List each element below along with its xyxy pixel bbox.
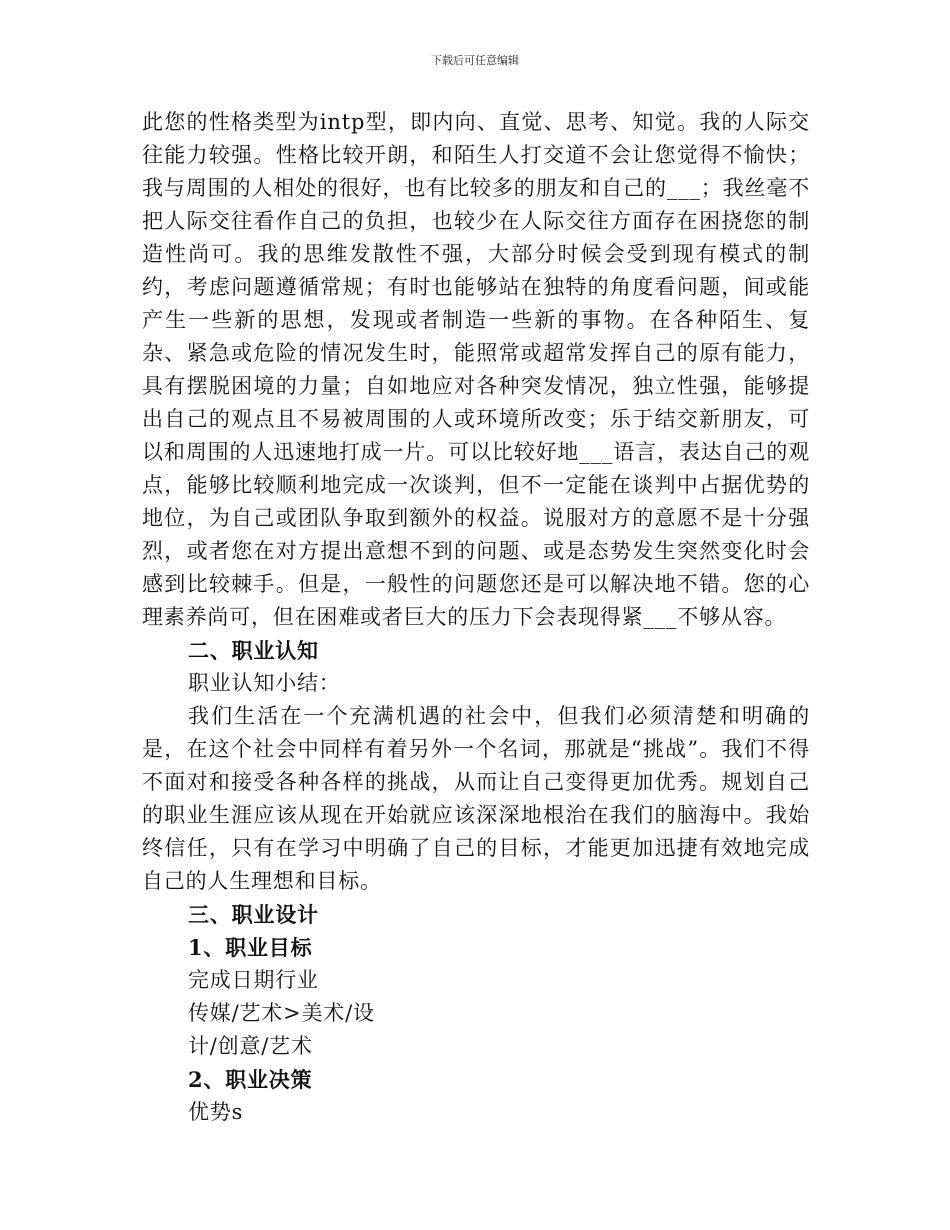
section-heading-career-design: 三、职业设计 (188, 902, 319, 927)
career-cognition-paragraph: 我们生活在一个充满机遇的社会中，但我们必须清楚和明确的是，在这个社会中同样有着另外一个名词，那就是“挑战”。我们不得不面对和接受各种各样的挑战，从而让自己变得更加优秀。规划自己的职业生涯应该从现在开始就应该深深地根治在我们的脑海中。我始终信任，只有在学习中明确了自己的目标，才能更加迅捷有效地完成自己的人生理想和目标。 (142, 704, 810, 893)
section-heading-career-cognition: 二、职业认知 (188, 638, 319, 663)
subheading-career-decision: 2、职业决策 (188, 1067, 313, 1092)
document-body (142, 106, 810, 1129)
career-cognition-summary-label: 职业认知小结： (188, 671, 341, 695)
personality-paragraph: 此您的性格类型为intp型，即内向、直觉、思考、知觉。我的人际交往能力较强。性格比较开朗，和陌生人打交道不会让您觉得不愉快；我与周围的人相处的很好，也有比较多的朋友和自己的___；我丝毫不把人际交往看作自己的负担，也较少在人际交往方面存在困挠您的制造性尚可。我的思维发散性不强，大部分时候会受到现有模式的制约，考虑问题遵循常规；有时也能够站在独特的角度看问题，间或能产生一些新的思想，发现或者制造一些新的事物。在各种陌生、复杂、紧急或危险的情况发生时，能照常或超常发挥自己的原有能力，具有摆脱困境的力量；自如地应对各种突发情况，独立性强，能够提出自己的观点且不易被周围的人或环境所改变；乐于结交新朋友，可以和周围的人迅速地打成一片。可以比较好地___语言，表达自己的观点，能够比较顺利地完成一次谈判，但不一定能在谈判中占据优势的地位，为自己或团队争取到额外的权益。说服对方的意愿不是十分强烈，或者您在对方提出意想不到的问题、或是态势发生突然变化时会感到比较棘手。但是，一般性的问题您还是可以解决地不错。您的心理素养尚可，但在困难或者巨大的压力下会表现得紧___不够从容。 (142, 110, 810, 629)
career-goal-line-3: 计/创意/艺术 (188, 1034, 313, 1058)
career-goal-line-1: 完成日期行业 (188, 968, 319, 992)
career-decision-line-1: 优势s (188, 1100, 244, 1124)
page-header-note: 下载后可任意编辑 (431, 54, 519, 67)
career-goal-line-2: 传媒/艺术>美术/设 (188, 1001, 375, 1025)
subheading-career-goal: 1、职业目标 (188, 935, 313, 960)
